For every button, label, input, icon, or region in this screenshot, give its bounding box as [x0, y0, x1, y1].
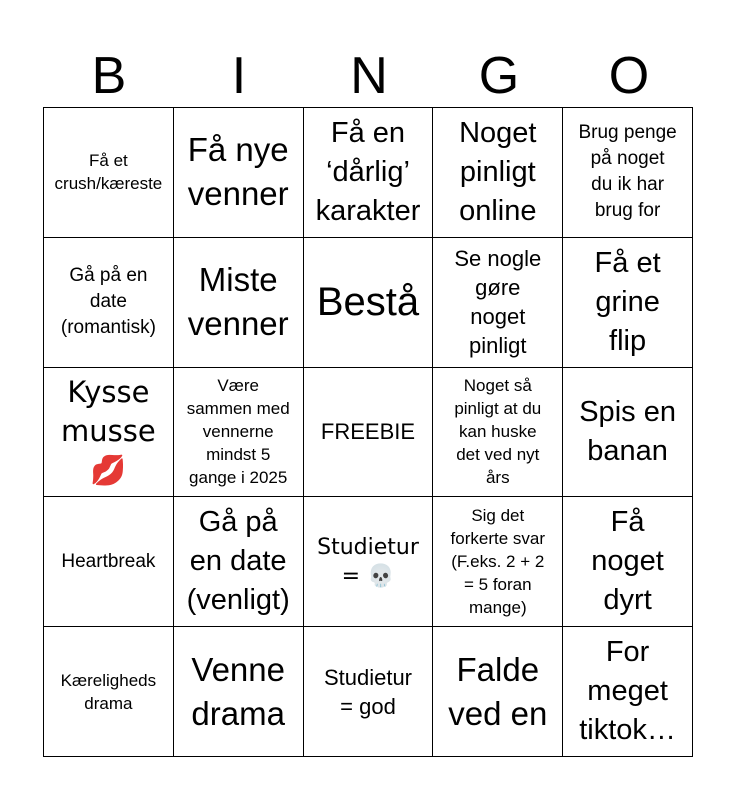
cell-text: Studietur = god: [323, 664, 413, 719]
header-letter-n: N: [350, 47, 388, 105]
bingo-cell[interactable]: [563, 238, 693, 368]
bingo-cell[interactable]: [44, 238, 174, 368]
header-letter-o: O: [608, 47, 650, 105]
bingo-cell[interactable]: [44, 368, 174, 498]
cell-text: Være sammen med vennerne mindst 5 gange i 2025: [186, 376, 290, 488]
cell-text: FREEBIE: [320, 419, 416, 445]
bingo-cell[interactable]: [44, 627, 174, 757]
cell-text: Sig det forkerte svar (F.eks. 2 + 2 = 5 foran mange): [450, 506, 546, 618]
bingo-cell[interactable]: [304, 238, 434, 368]
bingo-cell[interactable]: [174, 238, 304, 368]
bingo-cell[interactable]: [563, 627, 693, 757]
bingo-cell[interactable]: [433, 627, 563, 757]
bingo-grid: [43, 107, 693, 757]
cell-text: Få en ‘dårlig’ karakter: [315, 116, 421, 227]
bingo-cell[interactable]: [304, 627, 434, 757]
bingo-cell[interactable]: [174, 497, 304, 627]
bingo-cell[interactable]: [44, 108, 174, 238]
bingo-cell[interactable]: [563, 108, 693, 238]
cell-text: Gå på en date (romantisk): [60, 265, 156, 339]
bingo-header: [44, 46, 694, 106]
free-cell[interactable]: [304, 368, 434, 498]
cell-text: Kæreligheds drama: [60, 670, 157, 713]
cell-text: Falde ved en: [448, 650, 548, 732]
cell-text: Kysse musse 💋: [61, 375, 156, 488]
cell-text: Noget så pinligt at du kan huske det ved nyt års: [454, 376, 542, 488]
header-letter-g: G: [478, 47, 520, 105]
cell-text: Få noget dyrt: [591, 506, 664, 617]
bingo-cell[interactable]: [433, 238, 563, 368]
bingo-cell[interactable]: [174, 368, 304, 498]
cell-text: Studietur = 💀: [317, 534, 419, 589]
bingo-cell[interactable]: [174, 627, 304, 757]
bingo-cell[interactable]: [304, 497, 434, 627]
bingo-cell[interactable]: [563, 368, 693, 498]
cell-text: Venne drama: [191, 650, 285, 732]
cell-text: Heartbreak: [61, 550, 156, 572]
header-letter-b: B: [91, 47, 127, 105]
cell-text: Miste venner: [187, 261, 289, 343]
cell-text: Brug penge på noget du ik har brug for: [578, 122, 677, 222]
cell-text: Gå på en date (venligt): [186, 506, 290, 617]
bingo-cell[interactable]: [433, 497, 563, 627]
bingo-cell[interactable]: [433, 368, 563, 498]
cell-text: Noget pinligt online: [459, 116, 537, 227]
cell-text: For meget tiktok…: [579, 636, 676, 747]
cell-text: Bestå: [316, 280, 420, 325]
cell-text: Se nogle gøre noget pinligt: [454, 246, 542, 359]
bingo-cell[interactable]: [44, 497, 174, 627]
header-letter-i: I: [231, 47, 247, 105]
bingo-cell[interactable]: [433, 108, 563, 238]
cell-text: Få nye venner: [187, 131, 289, 213]
bingo-cell[interactable]: [304, 108, 434, 238]
bingo-cell[interactable]: [174, 108, 304, 238]
cell-text: Spis en banan: [579, 395, 676, 467]
cell-text: Få et grine flip: [594, 246, 661, 357]
bingo-cell[interactable]: [563, 497, 693, 627]
cell-text: Få et crush/kæreste: [54, 151, 163, 194]
